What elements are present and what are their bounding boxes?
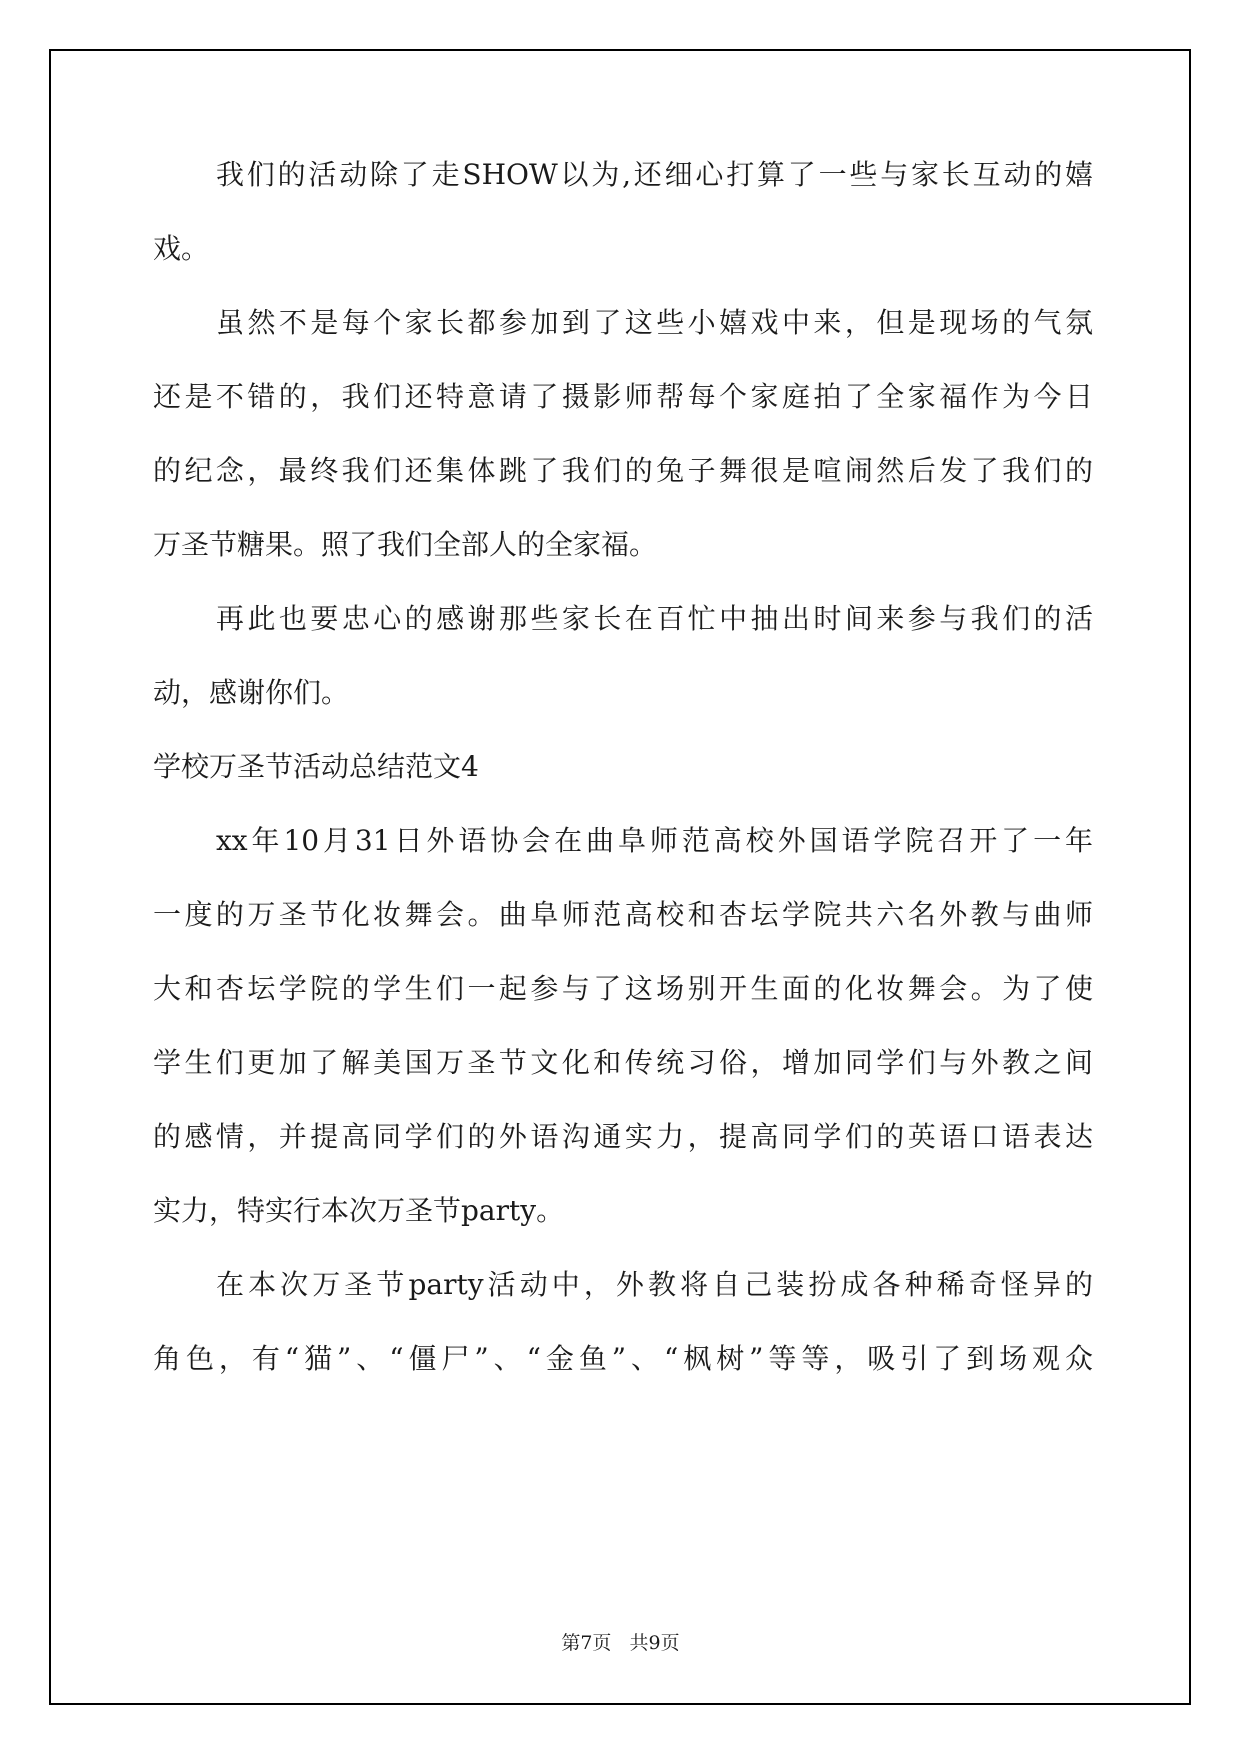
paragraph-line: xx年10月31日外语协会在曲阜师范高校外国语学院召开了一年: [216, 824, 1093, 857]
paragraph-line: 学生们更加了解美国万圣节文化和传统习俗，增加同学们与外教之间: [153, 1046, 1093, 1079]
paragraph-line: 角色，有“猫”、“僵尸”、“金鱼”、“枫树”等等，吸引了到场观众: [153, 1342, 1093, 1375]
paragraph-line: 在本次万圣节party活动中，外教将自己装扮成各种稀奇怪异的: [216, 1268, 1093, 1301]
page-footer: 第7页 共9页: [561, 1632, 680, 1654]
paragraph-line: 戏。: [153, 232, 210, 265]
page-border: [49, 49, 1191, 1705]
paragraph-line: 虽然不是每个家长都参加到了这些小嬉戏中来，但是现场的气氛: [216, 306, 1093, 339]
paragraph-line: 我们的活动除了走SHOW以为,还细心打算了一些与家长互动的嬉: [216, 158, 1093, 191]
paragraph-line: 动，感谢你们。: [153, 676, 350, 709]
paragraph-line: 实力，特实行本次万圣节party。: [153, 1194, 565, 1227]
section-heading: 学校万圣节活动总结范文4: [153, 750, 479, 783]
paragraph-line: 一度的万圣节化妆舞会。曲阜师范高校和杏坛学院共六名外教与曲师: [153, 898, 1093, 931]
paragraph-line: 的纪念，最终我们还集体跳了我们的兔子舞很是喧闹然后发了我们的: [153, 454, 1093, 487]
paragraph-line: 还是不错的，我们还特意请了摄影师帮每个家庭拍了全家福作为今日: [153, 380, 1093, 413]
paragraph-line: 大和杏坛学院的学生们一起参与了这场别开生面的化妆舞会。为了使: [153, 972, 1093, 1005]
paragraph-line: 再此也要忠心的感谢那些家长在百忙中抽出时间来参与我们的活: [216, 602, 1093, 635]
paragraph-line: 万圣节糖果。照了我们全部人的全家福。: [153, 528, 658, 561]
paragraph-line: 的感情，并提高同学们的外语沟通实力，提高同学们的英语口语表达: [153, 1120, 1093, 1153]
